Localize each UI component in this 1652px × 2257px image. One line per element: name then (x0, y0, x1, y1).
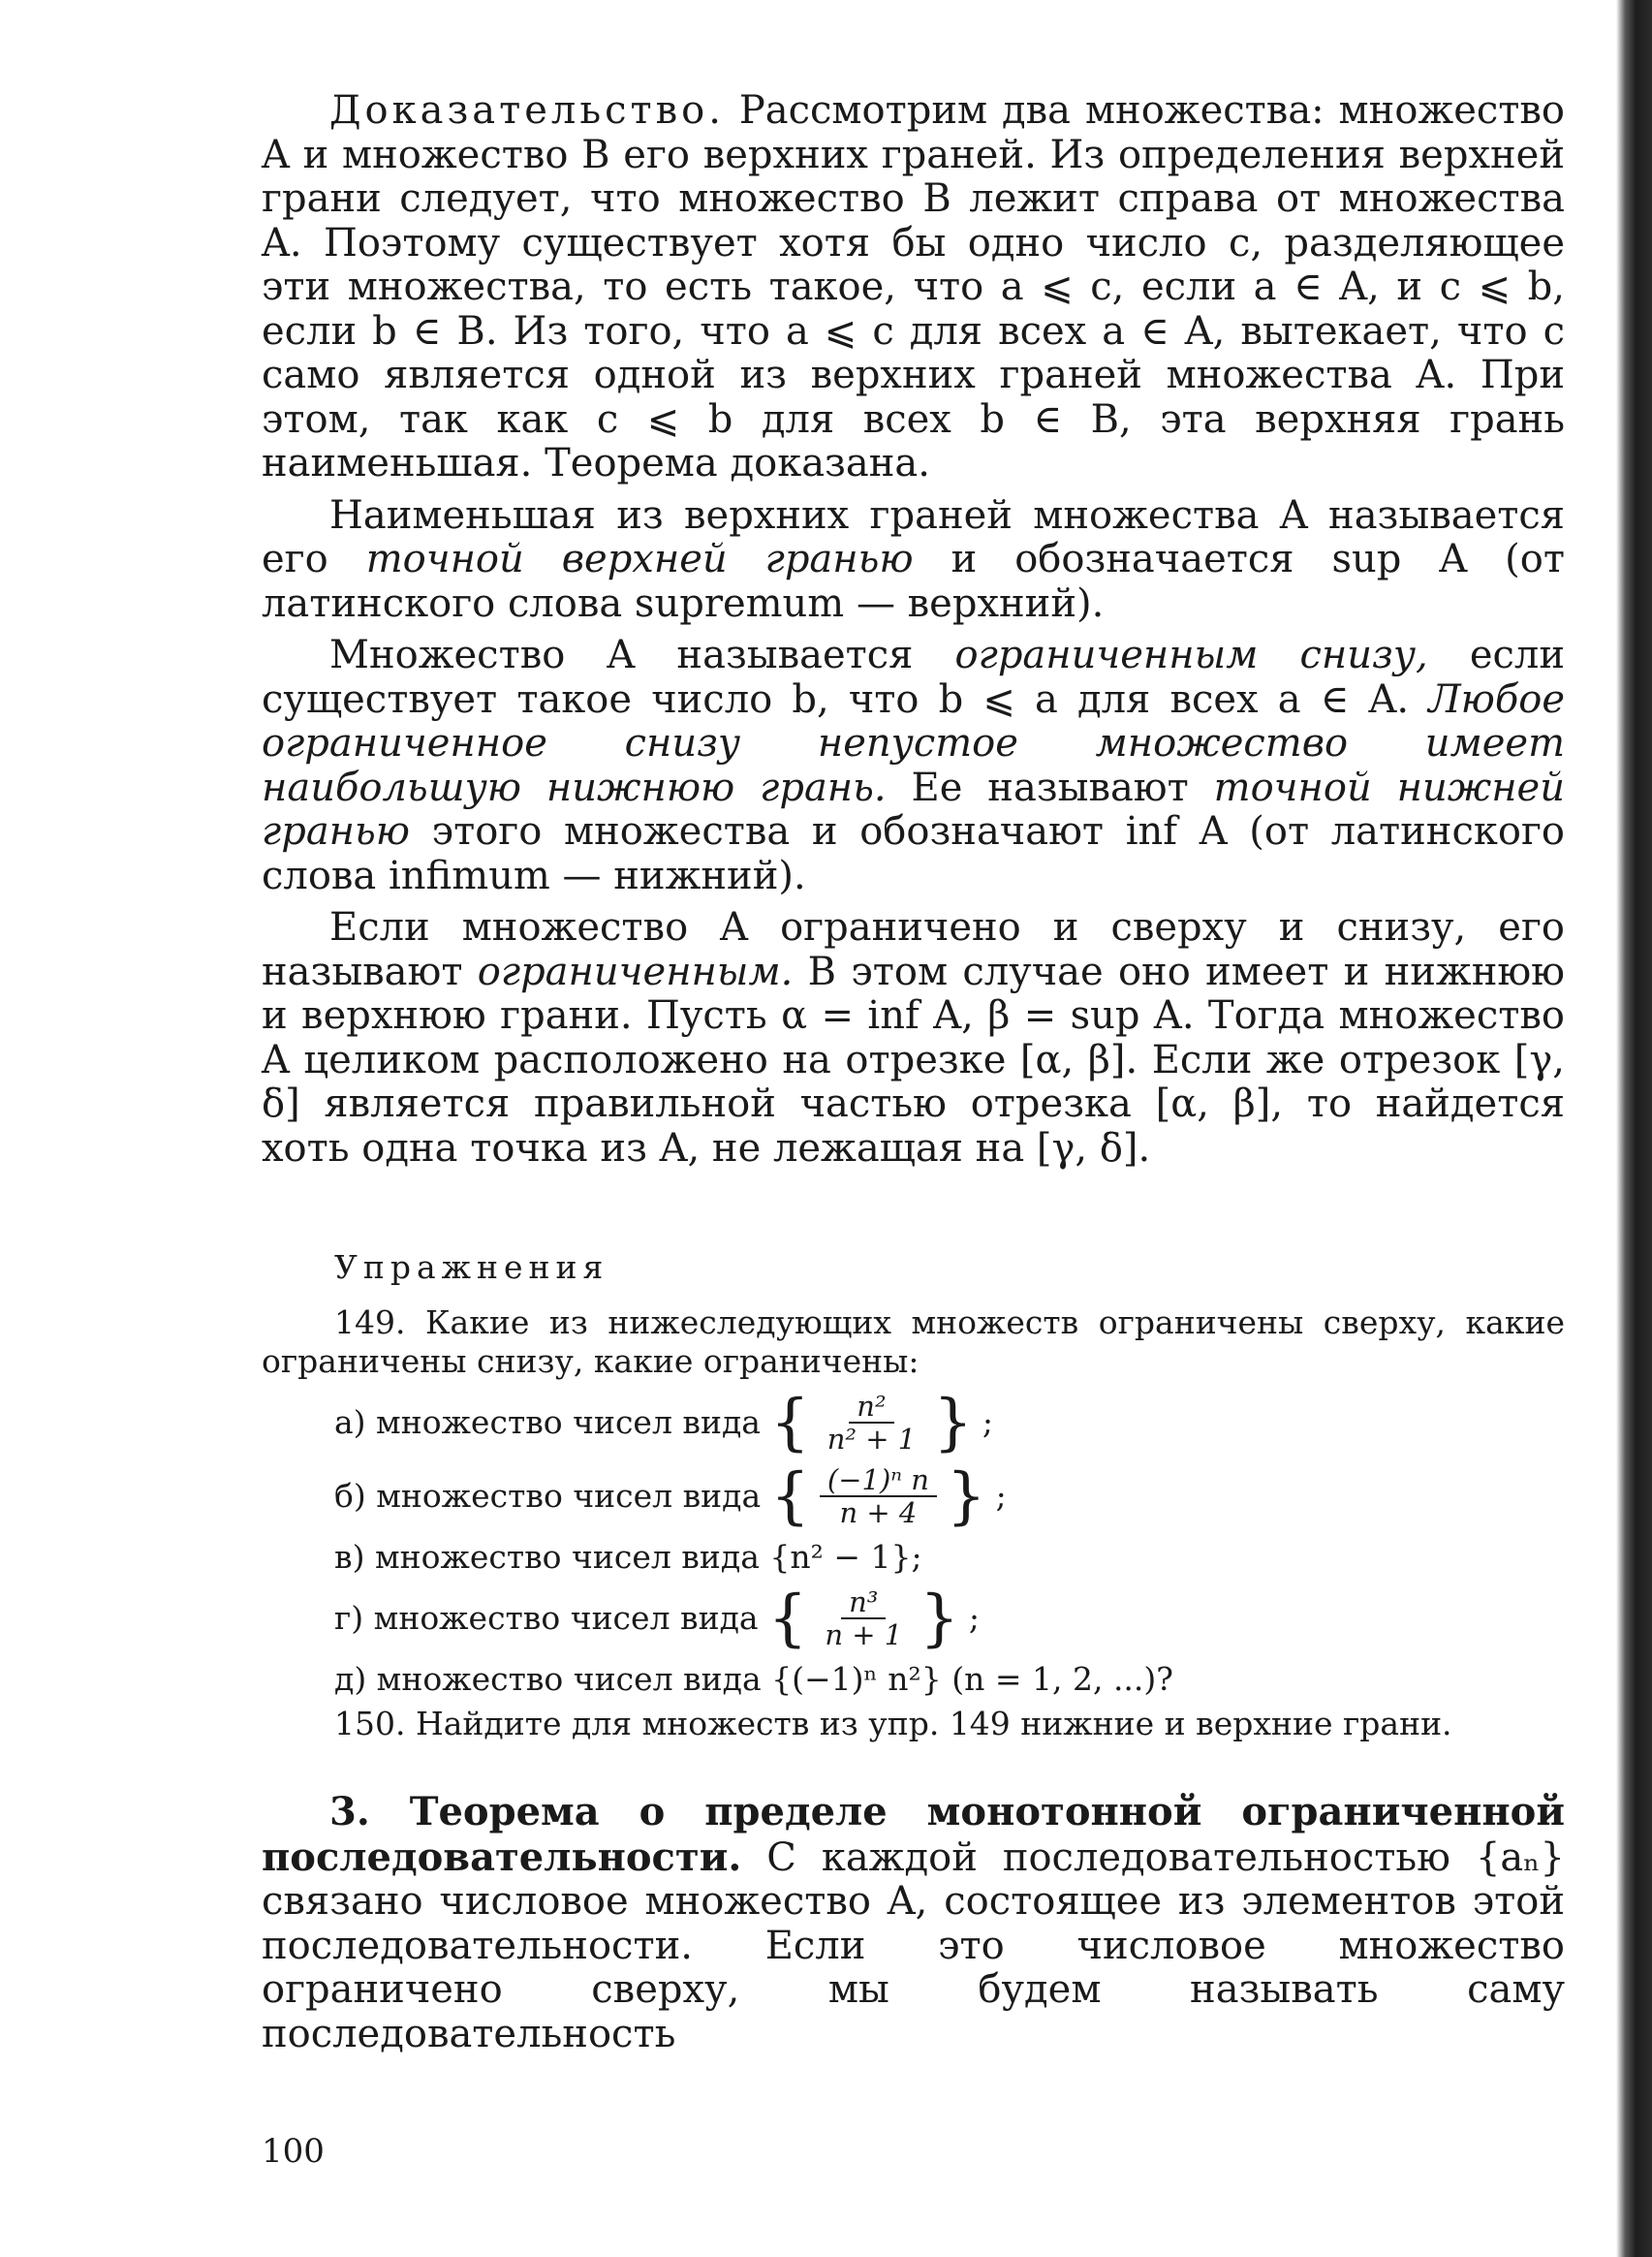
left-brace-icon: { (770, 1460, 810, 1532)
item-b-label: б) множество чисел вида (334, 1477, 762, 1515)
infimum-text-1: Множество A называется (329, 633, 955, 677)
item-a-fraction (820, 1391, 924, 1455)
proof-text: Рассмотрим два множества: множество A и множество B его верхних граней. Из определения верхней грани следует, что множество B лежит справа от множества A. Поэтому существует хотя бы одно число c, разделяющее эти множества, то есть такое, что a ⩽ c, если a ∈ A, и c ⩽ b, если b ∈ B. Из того, что a ⩽ c для всех a ∈ A, вытекает, что c само является одной из верхних граней множества A. При этом, так как c ⩽ b для всех b ∈ B, эта верхняя грань наименьшая. Теорема доказана. (262, 88, 1565, 486)
proof-label: Доказательство. (329, 88, 725, 133)
item-b-numerator: (−1)ⁿ n (820, 1464, 937, 1497)
supremum-term: точной верхней гранью (365, 537, 914, 581)
right-brace-icon: } (920, 1583, 959, 1654)
item-b-denominator: n + 4 (839, 1496, 918, 1529)
exercise-150: 150. Найдите для множеств из упр. 149 нижние и верхние грани. (334, 1705, 1452, 1742)
supremum-text-1: Наименьшая из верхних граней множества A называется его (262, 492, 1565, 581)
infimum-term: точной нижней гранью (262, 765, 1565, 854)
exercise-item-v (334, 1538, 1565, 1577)
page-number: 100 (262, 2132, 325, 2171)
item-a-label: а) множество чисел вида (334, 1403, 761, 1441)
semicolon: ; (968, 1599, 981, 1637)
item-a-numerator: n² (849, 1391, 893, 1424)
page-content (262, 89, 1565, 2095)
bounded-text-1: Если множество A ограничено и сверху и снизу, его называют (262, 905, 1565, 994)
semicolon: ; (995, 1477, 1007, 1515)
section-3-paragraph (262, 1790, 1565, 2056)
scan-edge-shadow (1616, 0, 1652, 2257)
exercises-heading: Упражнения (334, 1248, 609, 1286)
infimum-text-3: Ее называют (886, 765, 1214, 810)
item-g-denominator: n + 1 (825, 1618, 903, 1651)
bounded-text-2: В этом случае оно имеет и нижнюю и верхнюю грани. Пусть α = inf A, β = sup A. Тогда множество A целиком расположено на отрезке [α, β]. Если же отрезок [γ, δ] является правильной частью отрезка [α, β], то найдется хоть одна точка из A, не лежащая на [γ, δ]. (262, 949, 1565, 1171)
section-3-text: С каждой последовательностью {aₙ} связано числовое множество A, состоящее из элементов этой последовательности. Если это числовое множество ограничено сверху, мы будем называть саму последовательность (262, 1834, 1565, 2056)
item-g-label: г) множество чисел вида (334, 1599, 759, 1637)
right-brace-icon: } (933, 1387, 973, 1458)
semicolon: ; (982, 1403, 994, 1441)
exercise-item-d (334, 1660, 1565, 1699)
infimum-paragraph (262, 634, 1565, 898)
proof-paragraph (262, 89, 1565, 486)
supremum-paragraph (262, 494, 1565, 627)
section-3-title: 3. Теорема о пределе монотонной ограниченной последовательности. (262, 1789, 1565, 1880)
item-v-text: в) множество чисел вида {n² − 1}; (334, 1538, 922, 1576)
infimum-text-2: если существует такое число b, что b ⩽ a для всех a ∈ A. (262, 633, 1565, 722)
infimum-claim: Любое ограниченное снизу непустое множество имеет наибольшую нижнюю грань. (262, 676, 1565, 810)
exercise-item-g (334, 1583, 1565, 1654)
bounded-below-term: ограниченным снизу, (954, 633, 1428, 677)
left-brace-icon: { (767, 1583, 808, 1654)
bounded-paragraph (262, 906, 1565, 1171)
item-a-denominator: n² + 1 (826, 1423, 917, 1456)
bounded-term: ограниченным. (477, 949, 794, 994)
supremum-text-2: и обозначается sup A (от латинского слова supremum — верхний). (262, 537, 1565, 626)
item-d-text: д) множество чисел вида {(−1)ⁿ n²} (n = 1, 2, ...)? (334, 1660, 1173, 1698)
right-brace-icon: } (946, 1460, 986, 1532)
exercise-item-a (334, 1387, 1565, 1458)
item-b-fraction (820, 1464, 937, 1528)
infimum-text-4: этого множества и обозначают inf A (от латинского слова infimum — нижний). (262, 809, 1565, 898)
item-g-fraction (817, 1586, 910, 1650)
left-brace-icon: { (769, 1387, 810, 1458)
exercise-item-b (334, 1460, 1565, 1532)
item-g-numerator: n³ (841, 1586, 886, 1619)
exercise-149: 149. Какие из нижеследующих множеств ограничены сверху, какие ограничены снизу, какие ограничены: (262, 1303, 1565, 1380)
